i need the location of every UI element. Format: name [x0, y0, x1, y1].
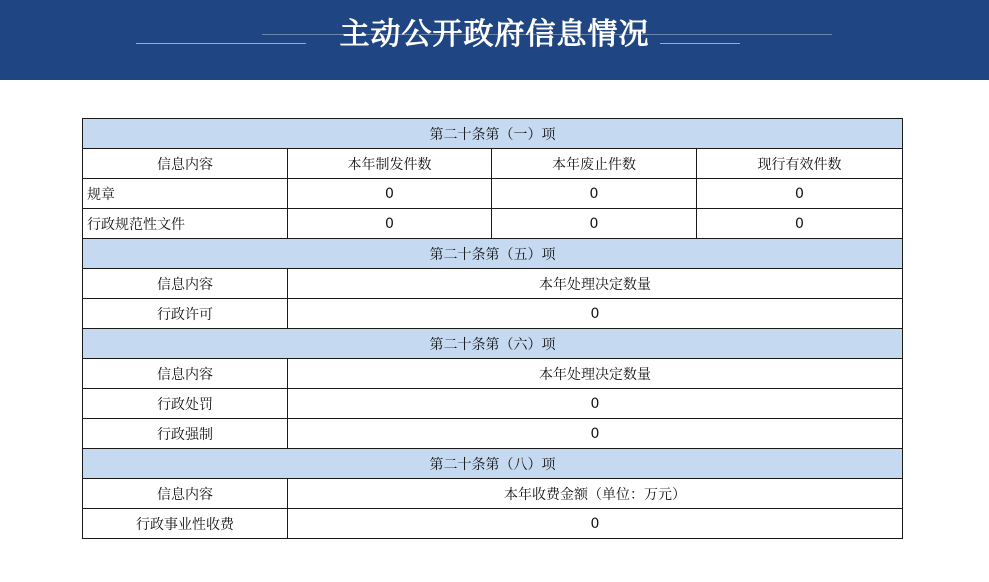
table-cell: 0: [288, 299, 903, 329]
column-header: 本年处理决定数量: [288, 269, 903, 299]
column-header-row: [83, 359, 903, 389]
row-label: 行政强制: [83, 419, 288, 449]
table-cell: 0: [492, 209, 697, 239]
row-label: 行政规范性文件: [83, 209, 288, 239]
table-row: [83, 209, 903, 239]
column-header: 信息内容: [83, 479, 288, 509]
column-header: 本年废止件数: [492, 149, 697, 179]
table-cell: 0: [288, 509, 903, 539]
table-row: [83, 299, 903, 329]
section-title: 第二十条第（一）项: [83, 119, 903, 149]
table-cell: 0: [697, 209, 903, 239]
column-header-row: [83, 479, 903, 509]
table-row: [83, 419, 903, 449]
section-header-row: [83, 449, 903, 479]
section-header-row: [83, 239, 903, 269]
column-header: 信息内容: [83, 269, 288, 299]
section-title: 第二十条第（五）项: [83, 239, 903, 269]
column-header: 本年收费金额（单位：万元）: [288, 479, 903, 509]
table-cell: 0: [288, 419, 903, 449]
header-banner: [0, 0, 989, 80]
column-header: 本年处理决定数量: [288, 359, 903, 389]
table-row: [83, 389, 903, 419]
table-cell: 0: [288, 209, 492, 239]
column-header-row: [83, 149, 903, 179]
page-title: 主动公开政府信息情况: [339, 17, 650, 52]
row-label: 规章: [83, 179, 288, 209]
table-cell: 0: [492, 179, 697, 209]
section-header-row: [83, 119, 903, 149]
table-row: [83, 179, 903, 209]
column-header: 信息内容: [83, 359, 288, 389]
row-label: 行政处罚: [83, 389, 288, 419]
section-title: 第二十条第（六）项: [83, 329, 903, 359]
table-cell: 0: [288, 179, 492, 209]
row-label: 行政许可: [83, 299, 288, 329]
table-row: [83, 509, 903, 539]
section-title: 第二十条第（八）项: [83, 449, 903, 479]
info-table: [82, 118, 903, 539]
column-header: 信息内容: [83, 149, 288, 179]
column-header: 本年制发件数: [288, 149, 492, 179]
column-header: 现行有效件数: [697, 149, 903, 179]
section-header-row: [83, 329, 903, 359]
row-label: 行政事业性收费: [83, 509, 288, 539]
table-cell: 0: [697, 179, 903, 209]
column-header-row: [83, 269, 903, 299]
table-cell: 0: [288, 389, 903, 419]
